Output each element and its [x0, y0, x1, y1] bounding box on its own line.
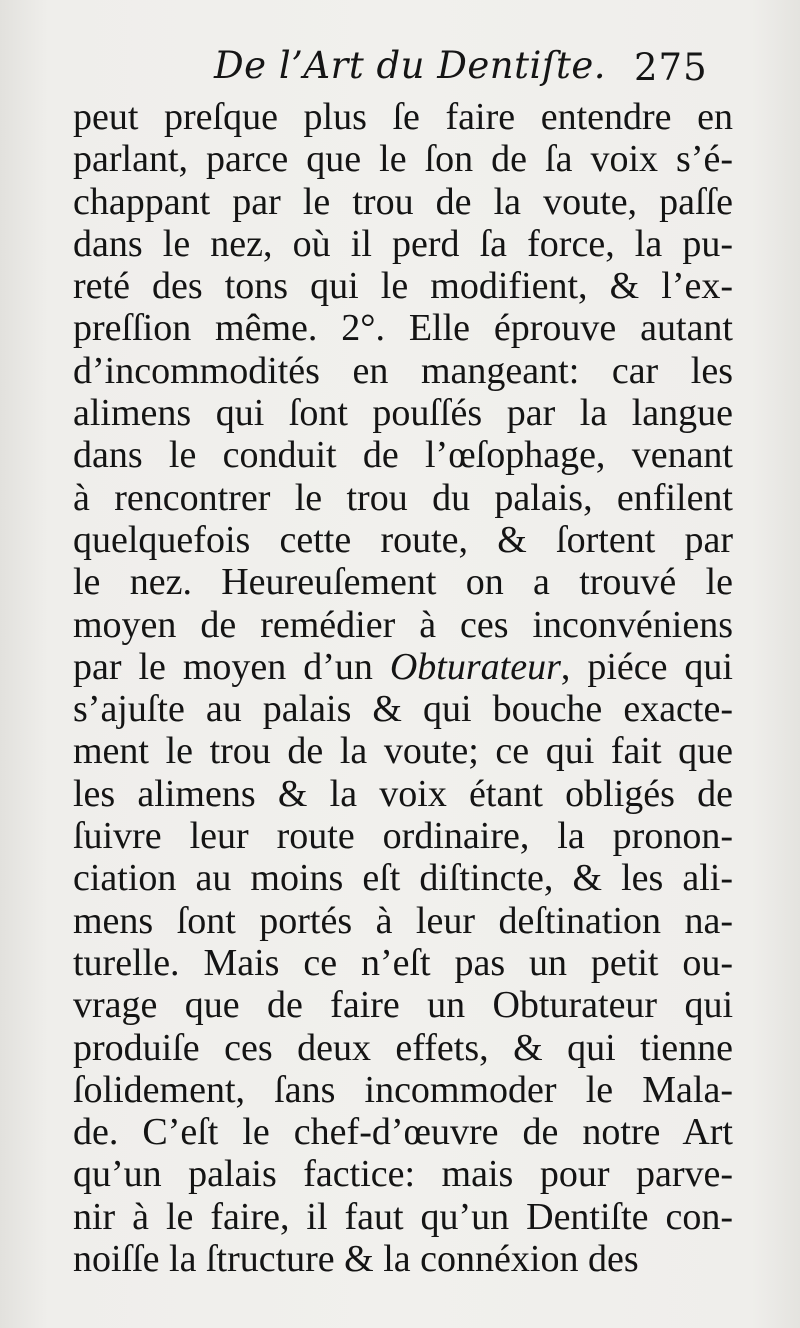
- text-line-13: moyen de remédier à ces inconvéniens: [73, 603, 733, 646]
- text-line-1: peut preſque plus ſe faire entendre en: [73, 96, 733, 138]
- text-line-23: produiſe ces deux effets, & qui tienne: [73, 1026, 733, 1069]
- text-line-24: ſolidement, ſans incommoder le Mala-: [73, 1068, 733, 1111]
- text-line-9: dans le conduit de l’œſophage, venant: [73, 434, 733, 477]
- text-line-28: noiſſe la ſtructure & la connéxion des: [73, 1238, 639, 1281]
- text-line-12: le nez. Heureuſement on a trouvé le: [73, 561, 733, 604]
- page-header: [0, 44, 800, 104]
- page-number: 275: [634, 46, 708, 89]
- text-line-21: turelle. Mais ce n’eſt pas un petit ou-: [73, 941, 733, 984]
- text-line-2: parlant, parce que le ſon de ſa voix s’é-: [73, 138, 733, 181]
- text-line-14-start: par le moyen d’un: [73, 645, 390, 688]
- text-line-16: ment le trou de la voute; ce qui fait que: [73, 730, 733, 773]
- text-line-5: reté des tons qui le modifient, & l’ex-: [73, 265, 733, 308]
- text-line-20: mens ſont portés à leur deſtination na-: [73, 899, 733, 942]
- text-line-15: s’ajuſte au palais & qui bouche exacte-: [73, 688, 733, 731]
- text-line-14-end: , piéce qui: [560, 645, 733, 688]
- text-line-25: de. C’eſt le chef-d’œuvre de notre Art: [73, 1111, 733, 1154]
- obturateur-emphasis: Obturateur: [389, 645, 561, 688]
- text-line-27: nir à le faire, il faut qu’un Dentiſte con-: [73, 1195, 733, 1238]
- text-line-7: d’incommodités en mangeant: car les: [73, 349, 733, 392]
- text-line-26: qu’un palais factice: mais pour parve-: [73, 1153, 733, 1196]
- text-line-11: quelquefois cette route, & ſortent par: [73, 518, 733, 561]
- text-line-6: preſſion même. 2°. Elle éprouve autant: [73, 307, 733, 350]
- text-line-4: dans le nez, où il perd ſa force, la pu-: [73, 222, 733, 265]
- body-text: [73, 96, 733, 1280]
- text-line-8: alimens qui ſont pouſſés par la langue: [73, 392, 733, 435]
- text-line-22: vrage que de faire un Obturateur qui: [73, 984, 733, 1027]
- text-line-10: à rencontrer le trou du palais, enfilent: [73, 476, 733, 519]
- text-line-14: [73, 646, 733, 688]
- text-line-18: ſuivre leur route ordinaire, la pronon-: [73, 815, 733, 858]
- text-line-17: les alimens & la voix étant obligés de: [73, 772, 733, 815]
- running-title: De l’Art du Dentiſte.: [214, 44, 607, 87]
- text-line-3: chappant par le trou de la voute, paſſe: [73, 180, 733, 223]
- text-line-19: ciation au moins eſt diſtincte, & les ali-: [73, 857, 733, 900]
